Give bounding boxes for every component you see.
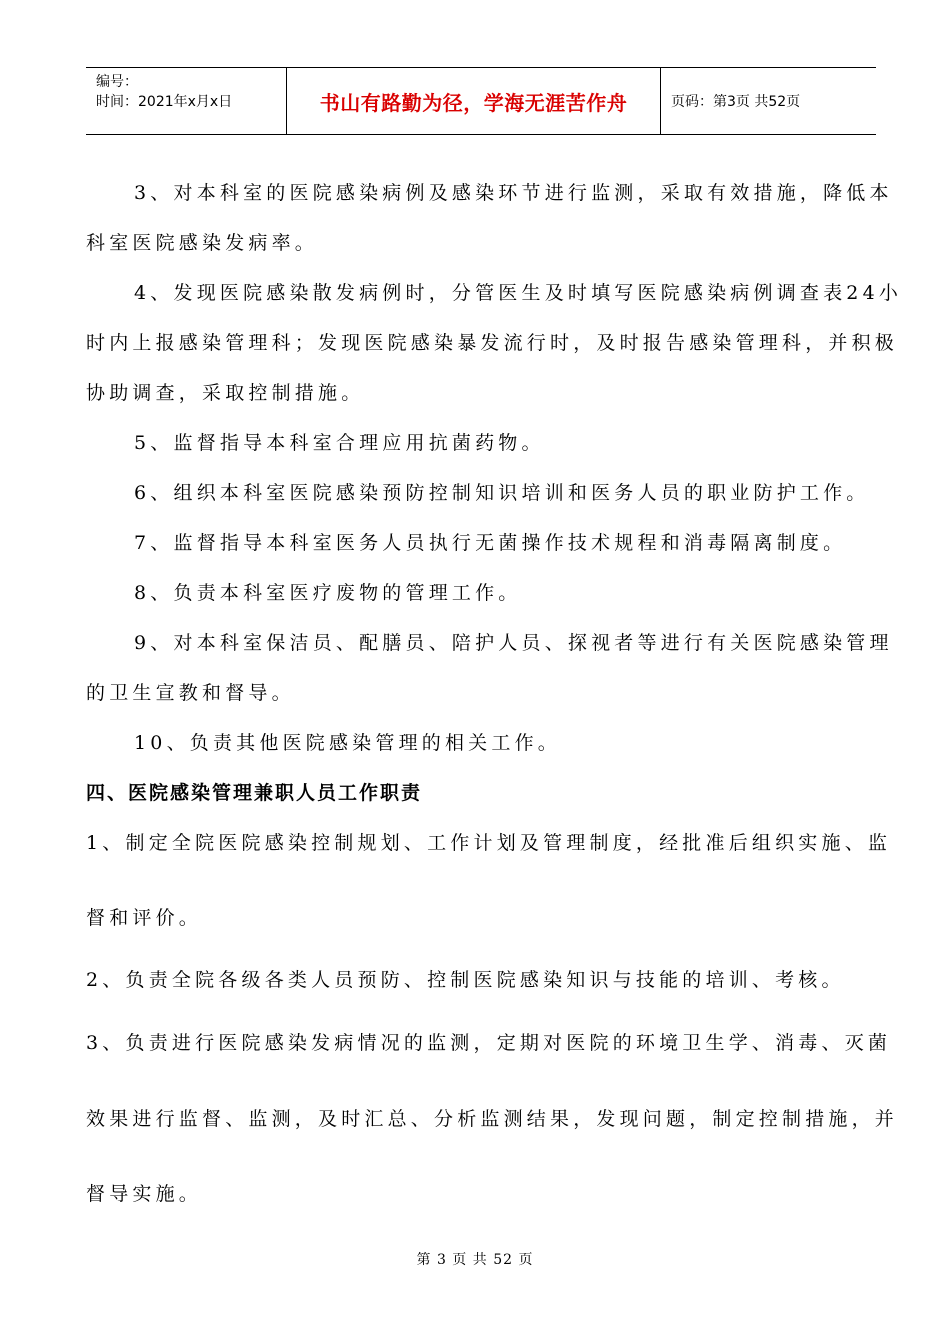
body-line: 6、组织本科室医院感染预防控制知识培训和医务人员的职业防护工作。: [134, 482, 870, 504]
body-line: 的卫生宣教和督导。: [86, 682, 295, 704]
body-line: 协助调查，采取控制措施。: [86, 382, 365, 404]
body-line: 8、负责本科室医疗废物的管理工作。: [134, 582, 522, 604]
time-label: 时间：2021年x月x日: [96, 94, 233, 110]
header-motto: 书山有路勤为径，学海无涯苦作舟: [287, 68, 661, 134]
page-header: [86, 67, 876, 135]
page-footer: 第 3 页 共 52 页: [416, 1252, 534, 1268]
body-line: 3、对本科室的医院感染病例及感染环节进行监测，采取有效措施，降低本: [134, 182, 893, 204]
section-heading: 四、医院感染管理兼职人员工作职责: [86, 782, 423, 804]
header-meta: [86, 68, 287, 134]
body-line: 4、发现医院感染散发病例时，分管医生及时填写医院感染病例调查表24小: [134, 282, 903, 304]
body-line: 1、制定全院医院感染控制规划、工作计划及管理制度，经批准后组织实施、监: [86, 832, 892, 854]
body-line: 5、监督指导本科室合理应用抗菌药物。: [134, 432, 545, 454]
body-line: 2、负责全院各级各类人员预防、控制医院感染知识与技能的培训、考核。: [86, 969, 845, 991]
body-line: 效果进行监督、监测，及时汇总、分析监测结果，发现问题，制定控制措施，并: [86, 1108, 899, 1130]
body-line: 3、负责进行医院感染发病情况的监测，定期对医院的环境卫生学、消毒、灭菌: [86, 1032, 892, 1054]
header-page-info: 页码：第3页 共52页: [671, 94, 801, 110]
body-line: 督和评价。: [86, 907, 203, 929]
body-line: 9、对本科室保洁员、配膳员、陪护人员、探视者等进行有关医院感染管理: [134, 632, 893, 654]
body-line: 7、监督指导本科室医务人员执行无菌操作技术规程和消毒隔离制度。: [134, 532, 847, 554]
body-line: 时内上报感染管理科；发现医院感染暴发流行时，及时报告感染管理科，并积极: [86, 332, 899, 354]
body-line: 10、负责其他医院感染管理的相关工作。: [134, 732, 561, 754]
body-line: 督导实施。: [86, 1183, 203, 1205]
serial-label: 编号：: [96, 74, 138, 90]
body-line: 科室医院感染发病率。: [86, 232, 319, 254]
